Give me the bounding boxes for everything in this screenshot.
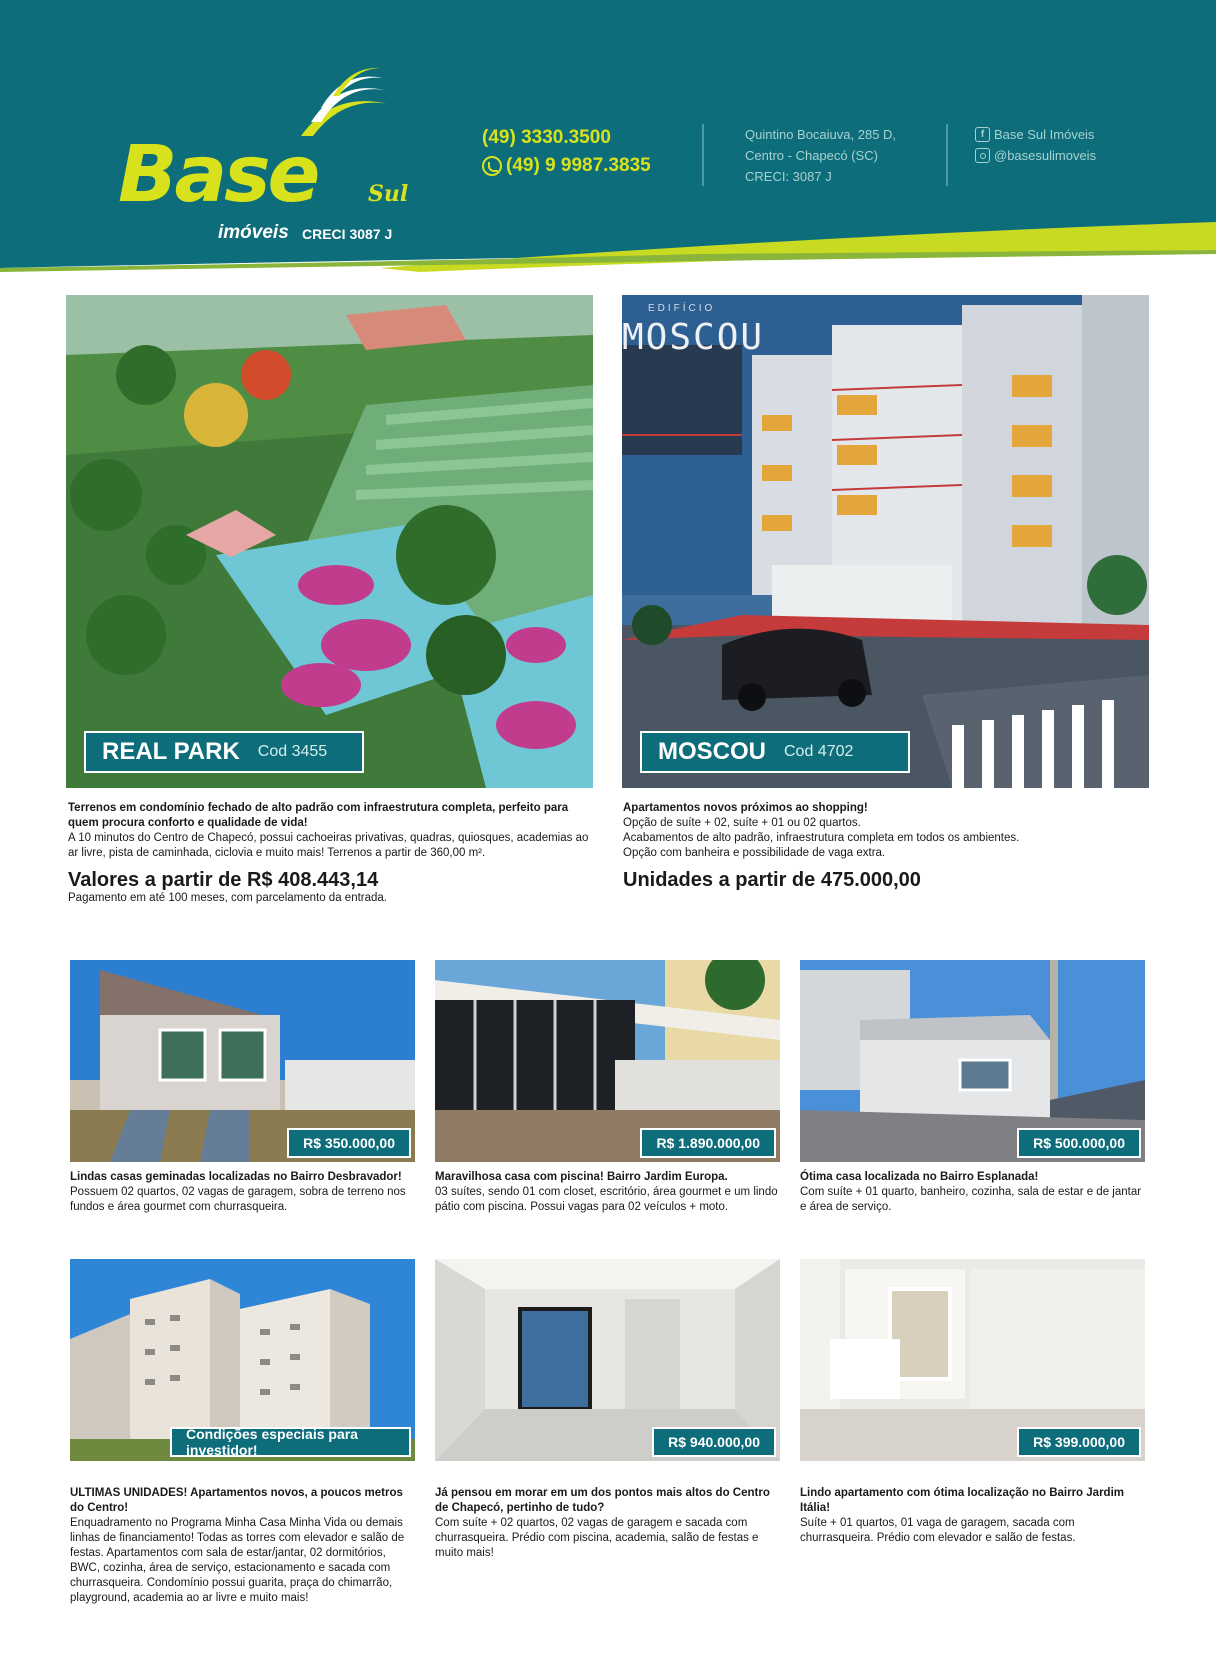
moscou-code: Cod 4702 [784,743,854,760]
listing-image-jardim-europa[interactable] [435,960,780,1162]
listing-body: Com suíte + 01 quarto, banheiro, cozinha, sala de estar e de jantar e área de serviço. [800,1186,1142,1213]
instagram-icon [975,148,990,163]
whatsapp-text: (49) 9 9987.3835 [506,155,651,176]
price-badge: R$ 500.000,00 [1017,1128,1141,1158]
listing-image-centro-alto[interactable] [435,1259,780,1461]
moscou-image[interactable] [622,295,1149,788]
real-park-description [68,801,593,905]
listing-lead: Já pensou em morar em um dos pontos mais altos do Centro de Chapecó, pertinho de tudo? [435,1487,770,1514]
real-park-price: Valores a partir de R$ 408.443,14 [68,869,379,891]
divider [946,124,948,186]
listing-text-centro-investidor [70,1486,415,1606]
listing-image-esplanada[interactable] [800,960,1145,1162]
listing-body: Suíte + 01 quartos, 01 vaga de garagem, sacada com churrasqueira. Prédio com elevador e salão de festas. [800,1517,1076,1544]
moscou-sign-small: EDIFÍCIO [648,303,716,314]
price-badge: R$ 940.000,00 [652,1427,776,1457]
moscou-lead: Apartamentos novos próximos ao shopping! [623,802,868,814]
listing-body: Com suíte + 02 quartos, 02 vagas de garagem e sacada com churrasqueira. Prédio com piscina, academia, salão de festas e muito mais! [435,1517,759,1559]
listing-image-jardim-italia[interactable] [800,1259,1145,1461]
listing-text-esplanada [800,1170,1145,1215]
moscou-description [623,801,1148,891]
real-park-aerial-illustration [66,295,593,788]
price-badge: R$ 1.890.000,00 [640,1128,776,1158]
listing-body: Possuem 02 quartos, 02 vagas de garagem, sobra de terreno nos fundos e área gourmet com churrasqueira. [70,1186,406,1213]
listing-text-desbravador [70,1170,415,1215]
divider [702,124,704,186]
phone-number[interactable] [482,124,651,152]
social-block [975,124,1096,166]
real-park-image[interactable] [66,295,593,788]
whatsapp-icon [482,156,502,176]
instagram-text: @basesulimoveis [994,148,1097,163]
listing-lead: Maravilhosa casa com piscina! Bairro Jardim Europa. [435,1171,728,1183]
moscou-building-illustration [622,295,1149,788]
logo-wordmark: Base [118,130,318,220]
brand-logo[interactable] [118,66,418,246]
header-banner [0,0,1216,282]
listing-lead: ULTIMAS UNIDADES! Apartamentos novos, a poucos metros do Centro! [70,1487,403,1514]
real-park-body: A 10 minutos do Centro de Chapecó, possui cachoeiras privativas, quadras, quiosques, academias ao ar livre, pista de caminhada, ciclovia e muito mais! Terrenos a partir de 360,00 m². [68,832,589,859]
real-park-code: Cod 3455 [257,743,328,760]
moscou-body-line: Opção de suíte + 02, suíte + 01 ou 02 quartos. [623,817,861,829]
logo-creci: CRECI 3087 J [302,226,393,242]
listing-lead: Ótima casa localizada no Bairro Esplanada! [800,1171,1039,1183]
listing-text-jardim-italia [800,1486,1145,1546]
address-block [745,124,896,187]
listing-text-jardim-europa [435,1170,780,1215]
moscou-sign-big: MOSCOU [622,317,765,358]
facebook-icon: f [975,127,990,142]
listing-lead: Lindas casas geminadas localizadas no Bairro Desbravador! [70,1171,402,1183]
listing-body: 03 suítes, sendo 01 com closet, escritório, área gourmet e um lindo pátio com piscina. Possui vagas para 02 veículos + moto. [435,1186,778,1213]
special-offer-badge: Condições especiais para investidor! [170,1427,411,1457]
phone-text: (49) 3330.3500 [482,127,611,148]
facebook-text: Base Sul Imóveis [994,127,1095,142]
listing-body: Enquadramento no Programa Minha Casa Minha Vida ou demais linhas de financiamento! Todas as torres com elevador e salão de festas. Apartamentos com sala de estar/jantar, 02 dormitórios, BWC, cozinha, área de serviço, estacionamento e sacada com churrasqueira. Condomínio possui guarita, praça do chimarrão, playground, academia ao ar livre e muito mais! [70,1517,405,1604]
facebook-link[interactable] [975,124,1096,145]
listing-image-centro-investidor[interactable] [70,1259,415,1461]
real-park-label [84,731,364,773]
real-park-name: REAL PARK [102,738,240,765]
listing-lead: Lindo apartamento com ótima localização no Bairro Jardim Itália! [800,1487,1124,1514]
logo-suffix: Sul [368,181,409,207]
address-line: Quintino Bocaiuva, 285 D, [745,127,897,142]
phone-block [482,124,651,180]
whatsapp-number[interactable] [482,152,651,180]
address-creci: CRECI: 3087 J [745,169,832,184]
moscou-price: Unidades a partir de 475.000,00 [623,869,921,891]
address-line: Centro - Chapecó (SC) [745,148,878,163]
listing-image-desbravador[interactable] [70,960,415,1162]
moscou-body-line: Opção com banheira e possibilidade de vaga extra. [623,847,886,859]
price-badge: R$ 399.000,00 [1017,1427,1141,1457]
instagram-link[interactable] [975,145,1096,166]
listing-text-centro-alto [435,1486,780,1561]
moscou-body-line: Acabamentos de alto padrão, infraestrutura completa em todos os ambientes. [623,832,1020,844]
real-park-lead: Terrenos em condomínio fechado de alto padrão com infraestrutura completa, perfeito para quem procura conforto e qualidade de vida! [68,802,569,829]
logo-subtitle: imóveis [218,222,289,243]
real-park-payment-note: Pagamento em até 100 meses, com parcelamento da entrada. [68,892,387,904]
moscou-label [640,731,910,773]
price-badge: R$ 350.000,00 [287,1128,411,1158]
moscou-name: MOSCOU [658,738,766,765]
